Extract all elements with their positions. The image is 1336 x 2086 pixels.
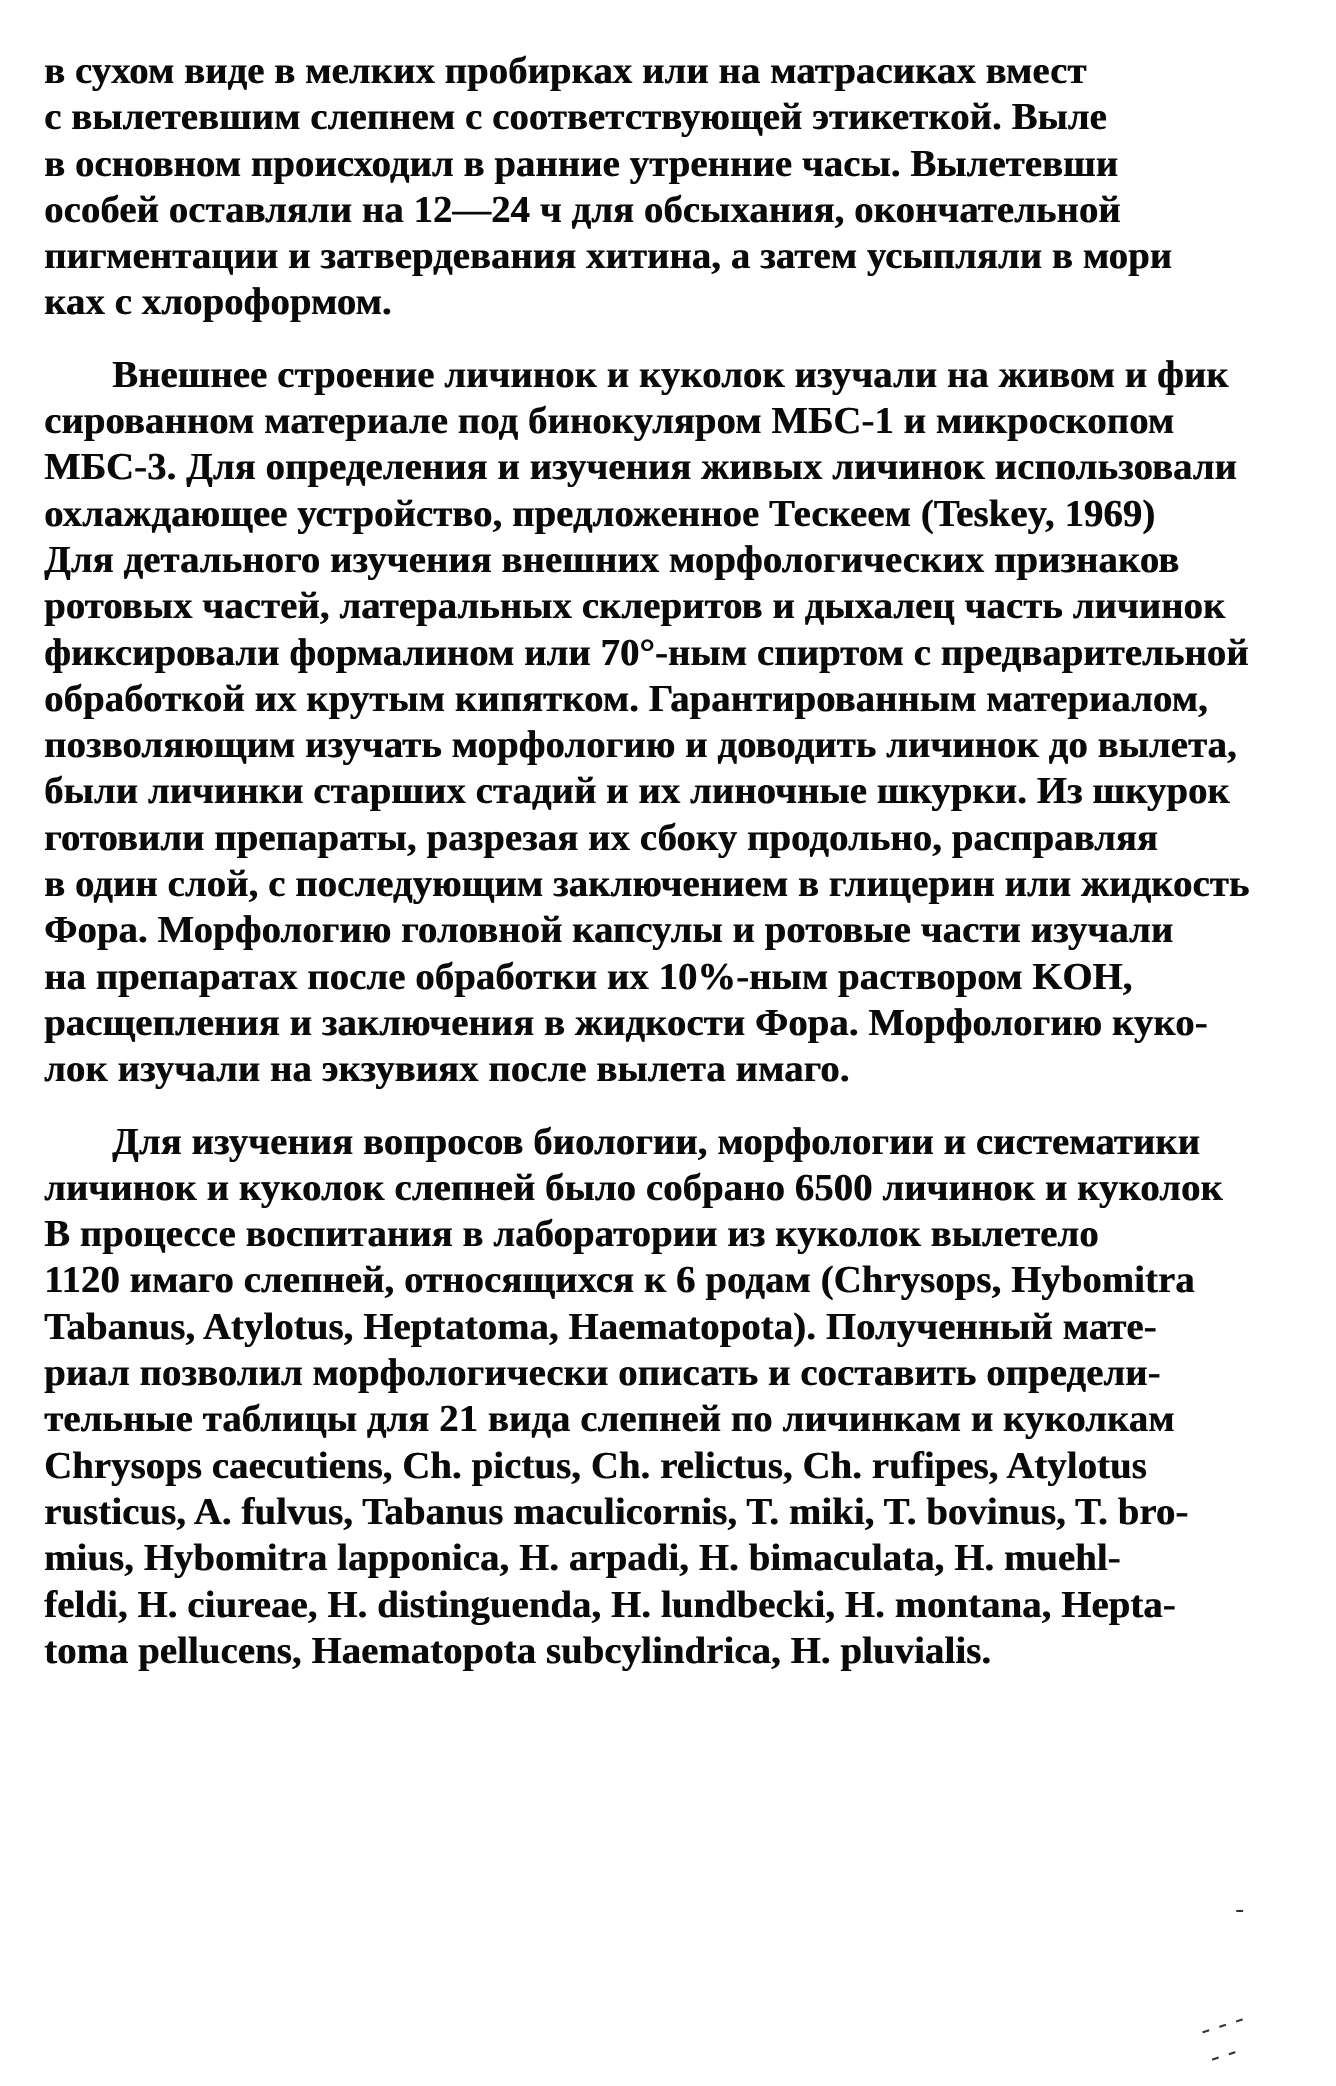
text-line: ротовых частей, латеральных склеритов и дыхалец часть личинок (44, 585, 1226, 628)
text-line: toma pellucens, Haematopota subcylindrica, H. pluvialis. (44, 1629, 992, 1672)
text-line: охлаждающее устройство, предложенное Тескеем (Teskey, 1969) (44, 492, 1156, 535)
text-line: готовили препараты, разрезая их сбоку продольно, расправляя (44, 816, 1158, 859)
text-line: тельные таблицы для 21 вида слепней по личинкам и куколкам (44, 1398, 1175, 1441)
text-line: Внешнее строение личинок и куколок изучали на живом и фик (112, 353, 1229, 396)
document-page (44, 48, 1314, 1674)
text-line: 1120 имаго слепней, относящихся к 6 родам (Chrysops, Hybomitra (44, 1259, 1195, 1302)
text-line: В процессе воспитания в лаборатории из куколок вылетело (44, 1213, 1099, 1256)
text-line: mius, Hybomitra lapponica, H. arpadi, H. bimaculata, H. muehl- (44, 1537, 1121, 1580)
text-line: лок изучали на экзувиях после вылета имаго. (44, 1048, 850, 1091)
text-line: пигментации и затвердевания хитина, а затем усыпляли в мори (44, 235, 1172, 278)
text-line: в основном происходил в ранние утренние часы. Вылетевши (44, 142, 1118, 185)
text-line: Для изучения вопросов биологии, морфологии и систематики (112, 1120, 1200, 1163)
paragraph-external-structure (44, 352, 1314, 1093)
text-line: МБС-3. Для определения и изучения живых личинок использовали (44, 446, 1237, 489)
paragraph-collection-summary (44, 1119, 1314, 1675)
text-line: риал позволил морфологически описать и составить определи- (44, 1352, 1161, 1395)
text-line: сированном материале под бинокуляром МБС-1 и микроскопом (44, 400, 1175, 443)
text-line: Для детального изучения внешних морфологических признаков (44, 538, 1180, 581)
scan-speck: - - (1206, 2036, 1242, 2074)
text-line: с вылетевшим слепнем с соответствующей этикеткой. Выле (44, 96, 1107, 139)
text-line: фиксировали формалином или 70°-ным спиртом с предварительной (44, 631, 1249, 674)
text-line: расщепления и заключения в жидкости Фора. Морфологию куко- (44, 1001, 1208, 1044)
text-line: rusticus, A. fulvus, Tabanus maculicornis, T. miki, T. bovinus, T. bro- (44, 1490, 1189, 1533)
text-line: позволяющим изучать морфологию и доводить личинок до вылета, (44, 724, 1237, 767)
scan-speck: - - - (1196, 2003, 1249, 2047)
text-line: ках с хлороформом. (44, 281, 392, 324)
text-line: особей оставляли на 12—24 ч для обсыхания, окончательной (44, 188, 1121, 231)
text-line: Tabanus, Atylotus, Heptatoma, Haematopota). Полученный мате- (44, 1305, 1157, 1348)
text-line: Фора. Морфологию головной капсулы и ротовые части изучали (44, 909, 1174, 952)
text-line: обработкой их крутым кипятком. Гарантированным материалом, (44, 677, 1208, 720)
scan-speck: - (1235, 1895, 1245, 1925)
text-line: в сухом виде в мелких пробирках или на матрасиках вмест (44, 50, 1087, 92)
text-line: feldi, H. ciureae, H. distinguenda, H. lundbecki, H. montana, Hepta- (44, 1583, 1176, 1626)
text-line: личинок и куколок слепней было собрано 6500 личинок и куколок (44, 1166, 1223, 1209)
text-line: в один слой, с последующим заключением в глицерин или жидкость (44, 863, 1250, 906)
paragraph-drying (44, 48, 1314, 326)
text-line: на препаратах после обработки их 10%-ным раствором KOH, (44, 955, 1133, 998)
text-line: были личинки старших стадий и их линочные шкурки. Из шкурок (44, 770, 1230, 813)
text-line: Chrysops caecutiens, Ch. pictus, Ch. relictus, Ch. rufipes, Atylotus (44, 1444, 1147, 1487)
